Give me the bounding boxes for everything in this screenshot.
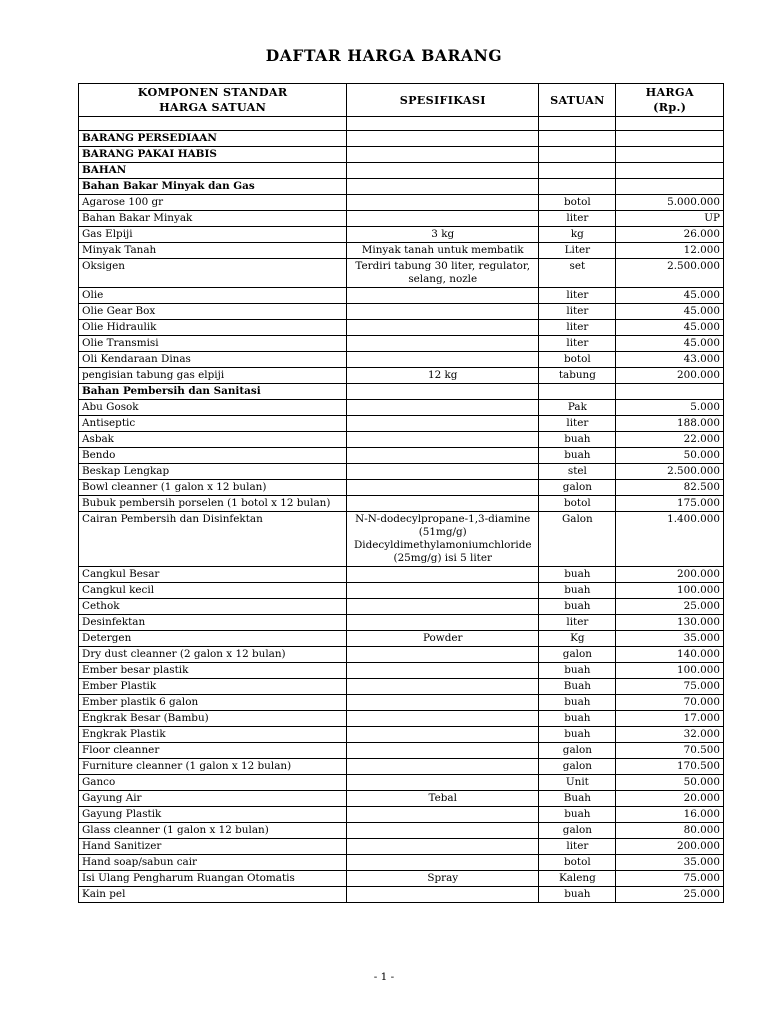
item-spec-cell: 3 kg [347, 227, 539, 243]
item-price-cell: 200.000 [616, 839, 724, 855]
item-name-cell: Bahan Bakar Minyak dan Gas [79, 179, 347, 195]
table-row [79, 727, 724, 743]
table-row [79, 400, 724, 416]
item-price-cell: 16.000 [616, 807, 724, 823]
item-name-cell: Cangkul Besar [79, 567, 347, 583]
item-name-cell: BARANG PAKAI HABIS [79, 147, 347, 163]
table-row [79, 647, 724, 663]
item-spec-cell [347, 400, 539, 416]
item-price-cell: 170.500 [616, 759, 724, 775]
item-unit-cell: galon [539, 480, 616, 496]
item-name-cell: Asbak [79, 432, 347, 448]
item-price-cell: 2.500.000 [616, 464, 724, 480]
item-unit-cell: liter [539, 615, 616, 631]
item-name-cell: Cangkul kecil [79, 583, 347, 599]
item-spec-cell [347, 743, 539, 759]
table-row [79, 839, 724, 855]
item-name-cell: Bowl cleanner (1 galon x 12 bulan) [79, 480, 347, 496]
item-spec-cell [347, 480, 539, 496]
item-spec-cell [347, 131, 539, 147]
item-unit-cell: buah [539, 727, 616, 743]
item-name-cell: Desinfektan [79, 615, 347, 631]
item-name-cell: Bahan Bakar Minyak [79, 211, 347, 227]
item-spec-cell [347, 336, 539, 352]
item-price-cell: 100.000 [616, 663, 724, 679]
item-price-cell: 70.000 [616, 695, 724, 711]
item-name-cell: Oksigen [79, 259, 347, 288]
item-unit-cell: Kaleng [539, 871, 616, 887]
item-spec-cell [347, 679, 539, 695]
table-row [79, 775, 724, 791]
item-price-cell: 130.000 [616, 615, 724, 631]
item-price-cell: 45.000 [616, 336, 724, 352]
header-komponen [79, 84, 347, 117]
item-name-cell: Ember plastik 6 galon [79, 695, 347, 711]
table-row [79, 823, 724, 839]
header-spesifikasi: SPESIFIKASI [347, 84, 539, 117]
table-row [79, 496, 724, 512]
item-spec-cell [347, 759, 539, 775]
item-price-cell: 25.000 [616, 599, 724, 615]
table-row [79, 711, 724, 727]
item-spec-cell [347, 416, 539, 432]
item-unit-cell: Liter [539, 243, 616, 259]
item-name-cell: Olie Hidraulik [79, 320, 347, 336]
item-spec-cell [347, 304, 539, 320]
table-row [79, 679, 724, 695]
item-name-cell: Hand soap/sabun cair [79, 855, 347, 871]
item-spec-cell [347, 839, 539, 855]
item-unit-cell: buah [539, 599, 616, 615]
item-price-cell [616, 384, 724, 400]
item-spec-cell: Powder [347, 631, 539, 647]
item-name-cell: Gayung Air [79, 791, 347, 807]
item-unit-cell: buah [539, 567, 616, 583]
item-name-cell: Kain pel [79, 887, 347, 903]
item-name-cell: Cairan Pembersih dan Disinfektan [79, 512, 347, 567]
item-spec-cell [347, 567, 539, 583]
item-name-cell: Ganco [79, 775, 347, 791]
item-unit-cell [539, 163, 616, 179]
table-row [79, 243, 724, 259]
item-spec-cell [347, 147, 539, 163]
item-price-cell: 80.000 [616, 823, 724, 839]
item-spec-cell: Spray [347, 871, 539, 887]
item-price-cell: 5.000 [616, 400, 724, 416]
item-name-cell: Ember besar plastik [79, 663, 347, 679]
item-price-cell [616, 179, 724, 195]
item-unit-cell: buah [539, 887, 616, 903]
item-price-cell: 188.000 [616, 416, 724, 432]
item-name-cell: Beskap Lengkap [79, 464, 347, 480]
table-row [79, 211, 724, 227]
item-spec-cell [347, 448, 539, 464]
item-price-cell: 26.000 [616, 227, 724, 243]
item-unit-cell [539, 131, 616, 147]
item-name-cell [79, 117, 347, 131]
item-price-cell: 200.000 [616, 368, 724, 384]
item-spec-cell [347, 775, 539, 791]
table-row [79, 304, 724, 320]
item-unit-cell [539, 117, 616, 131]
table-row [79, 695, 724, 711]
table-row [79, 887, 724, 903]
table-row [79, 480, 724, 496]
table-row [79, 583, 724, 599]
item-price-cell: 45.000 [616, 320, 724, 336]
item-spec-cell: 12 kg [347, 368, 539, 384]
item-price-cell: 75.000 [616, 679, 724, 695]
section-heading-row [79, 131, 724, 147]
item-unit-cell: buah [539, 583, 616, 599]
item-price-cell: 100.000 [616, 583, 724, 599]
item-unit-cell: Buah [539, 679, 616, 695]
item-spec-cell: Minyak tanah untuk membatik [347, 243, 539, 259]
table-row [79, 464, 724, 480]
item-price-cell: 50.000 [616, 448, 724, 464]
item-spec-cell [347, 352, 539, 368]
item-name-cell: Abu Gosok [79, 400, 347, 416]
item-unit-cell: buah [539, 807, 616, 823]
item-name-cell: Olie Transmisi [79, 336, 347, 352]
item-spec-cell [347, 496, 539, 512]
item-name-cell: Dry dust cleanner (2 galon x 12 bulan) [79, 647, 347, 663]
item-unit-cell: Buah [539, 791, 616, 807]
item-unit-cell: buah [539, 663, 616, 679]
item-unit-cell: buah [539, 695, 616, 711]
item-name-cell: Olie [79, 288, 347, 304]
item-spec-cell [347, 727, 539, 743]
table-row [79, 259, 724, 288]
item-spec-cell [347, 432, 539, 448]
table-row [79, 855, 724, 871]
table-row [79, 759, 724, 775]
table-row [79, 448, 724, 464]
item-unit-cell [539, 179, 616, 195]
item-unit-cell: galon [539, 743, 616, 759]
table-body [79, 117, 724, 903]
item-unit-cell: liter [539, 288, 616, 304]
item-unit-cell: Kg [539, 631, 616, 647]
item-unit-cell: liter [539, 416, 616, 432]
item-unit-cell: liter [539, 320, 616, 336]
table-row [79, 195, 724, 211]
section-heading-row [79, 147, 724, 163]
item-name-cell: Minyak Tanah [79, 243, 347, 259]
item-spec-cell [347, 647, 539, 663]
item-unit-cell: Pak [539, 400, 616, 416]
item-name-cell: Glass cleanner (1 galon x 12 bulan) [79, 823, 347, 839]
item-unit-cell [539, 147, 616, 163]
table-row [79, 288, 724, 304]
table-row [79, 352, 724, 368]
item-unit-cell: tabung [539, 368, 616, 384]
item-price-cell: 22.000 [616, 432, 724, 448]
table-row [79, 227, 724, 243]
item-price-cell: 20.000 [616, 791, 724, 807]
item-name-cell: BARANG PERSEDIAAN [79, 131, 347, 147]
item-price-cell: 70.500 [616, 743, 724, 759]
item-spec-cell [347, 807, 539, 823]
item-spec-cell [347, 320, 539, 336]
item-price-cell: 75.000 [616, 871, 724, 887]
table-row [79, 567, 724, 583]
item-name-cell: Cethok [79, 599, 347, 615]
item-unit-cell: buah [539, 711, 616, 727]
item-price-cell: 175.000 [616, 496, 724, 512]
item-price-cell [616, 117, 724, 131]
item-spec-cell [347, 195, 539, 211]
item-unit-cell: buah [539, 448, 616, 464]
item-spec-cell [347, 823, 539, 839]
item-price-cell: 50.000 [616, 775, 724, 791]
table-row [79, 432, 724, 448]
table-row [79, 871, 724, 887]
table-row [79, 631, 724, 647]
section-heading-row [79, 384, 724, 400]
item-price-cell: 82.500 [616, 480, 724, 496]
item-unit-cell: galon [539, 647, 616, 663]
item-price-cell: 1.400.000 [616, 512, 724, 567]
table-row [79, 663, 724, 679]
item-name-cell: BAHAN [79, 163, 347, 179]
table-row [79, 512, 724, 567]
item-spec-cell: Terdiri tabung 30 liter, regulator, selang, nozle [347, 259, 539, 288]
table-row [79, 791, 724, 807]
spacer-row [79, 117, 724, 131]
table-row [79, 743, 724, 759]
item-unit-cell: Galon [539, 512, 616, 567]
document-title: DAFTAR HARGA BARANG [265, 46, 503, 65]
item-price-cell: 35.000 [616, 631, 724, 647]
item-price-cell: 140.000 [616, 647, 724, 663]
item-price-cell: UP [616, 211, 724, 227]
header-harga-line1: HARGA [645, 85, 694, 99]
item-name-cell: Hand Sanitizer [79, 839, 347, 855]
item-unit-cell: kg [539, 227, 616, 243]
item-spec-cell: N-N-dodecylpropane-1,3-diamine (51mg/g) Didecyldimethylamoniumchloride (25mg/g) isi 5 liter [347, 512, 539, 567]
item-name-cell: Ember Plastik [79, 679, 347, 695]
item-spec-cell [347, 211, 539, 227]
item-spec-cell [347, 117, 539, 131]
item-price-cell [616, 131, 724, 147]
item-price-cell: 32.000 [616, 727, 724, 743]
table-row [79, 615, 724, 631]
item-price-cell: 45.000 [616, 304, 724, 320]
item-name-cell: Furniture cleanner (1 galon x 12 bulan) [79, 759, 347, 775]
item-spec-cell [347, 288, 539, 304]
header-komponen-line2: HARGA SATUAN [159, 100, 267, 114]
item-name-cell: Olie Gear Box [79, 304, 347, 320]
item-unit-cell [539, 384, 616, 400]
table-row [79, 336, 724, 352]
item-price-cell: 200.000 [616, 567, 724, 583]
item-unit-cell: botol [539, 352, 616, 368]
item-spec-cell [347, 711, 539, 727]
header-harga [616, 84, 724, 117]
price-table [78, 83, 724, 903]
item-unit-cell: buah [539, 432, 616, 448]
item-price-cell: 17.000 [616, 711, 724, 727]
section-heading-row [79, 179, 724, 195]
item-unit-cell: botol [539, 195, 616, 211]
item-unit-cell: stel [539, 464, 616, 480]
item-name-cell: Gas Elpiji [79, 227, 347, 243]
item-name-cell: Bubuk pembersih porselen (1 botol x 12 bulan) [79, 496, 347, 512]
item-spec-cell [347, 663, 539, 679]
item-name-cell: Floor cleanner [79, 743, 347, 759]
table-header [79, 84, 724, 117]
item-name-cell: Antiseptic [79, 416, 347, 432]
item-spec-cell [347, 384, 539, 400]
item-name-cell: pengisian tabung gas elpiji [79, 368, 347, 384]
item-spec-cell: Tebal [347, 791, 539, 807]
item-name-cell: Oli Kendaraan Dinas [79, 352, 347, 368]
item-spec-cell [347, 599, 539, 615]
item-unit-cell: liter [539, 839, 616, 855]
item-price-cell: 35.000 [616, 855, 724, 871]
item-spec-cell [347, 163, 539, 179]
item-name-cell: Bendo [79, 448, 347, 464]
table-row [79, 416, 724, 432]
table-row [79, 368, 724, 384]
item-spec-cell [347, 887, 539, 903]
item-unit-cell: botol [539, 855, 616, 871]
item-price-cell: 25.000 [616, 887, 724, 903]
item-unit-cell: liter [539, 336, 616, 352]
item-spec-cell [347, 855, 539, 871]
item-unit-cell: botol [539, 496, 616, 512]
item-name-cell: Bahan Pembersih dan Sanitasi [79, 384, 347, 400]
item-price-cell: 2.500.000 [616, 259, 724, 288]
item-name-cell: Gayung Plastik [79, 807, 347, 823]
item-price-cell: 45.000 [616, 288, 724, 304]
header-row [79, 84, 724, 117]
item-unit-cell: liter [539, 304, 616, 320]
item-name-cell: Engkrak Besar (Bambu) [79, 711, 347, 727]
item-price-cell: 5.000.000 [616, 195, 724, 211]
item-unit-cell: Unit [539, 775, 616, 791]
item-name-cell: Detergen [79, 631, 347, 647]
page-number: - 1 - [373, 971, 395, 983]
header-harga-line2: (Rp.) [653, 100, 687, 114]
header-satuan: SATUAN [539, 84, 616, 117]
item-name-cell: Agarose 100 gr [79, 195, 347, 211]
item-price-cell: 43.000 [616, 352, 724, 368]
item-unit-cell: galon [539, 823, 616, 839]
item-spec-cell [347, 179, 539, 195]
table-row [79, 599, 724, 615]
item-price-cell [616, 163, 724, 179]
item-spec-cell [347, 695, 539, 711]
item-name-cell: Isi Ulang Pengharum Ruangan Otomatis [79, 871, 347, 887]
item-price-cell: 12.000 [616, 243, 724, 259]
table-row [79, 320, 724, 336]
table-row [79, 807, 724, 823]
item-unit-cell: liter [539, 211, 616, 227]
item-spec-cell [347, 583, 539, 599]
item-spec-cell [347, 464, 539, 480]
item-unit-cell: galon [539, 759, 616, 775]
item-unit-cell: set [539, 259, 616, 288]
item-price-cell [616, 147, 724, 163]
item-name-cell: Engkrak Plastik [79, 727, 347, 743]
section-heading-row [79, 163, 724, 179]
header-komponen-line1: KOMPONEN STANDAR [137, 85, 288, 99]
item-spec-cell [347, 615, 539, 631]
